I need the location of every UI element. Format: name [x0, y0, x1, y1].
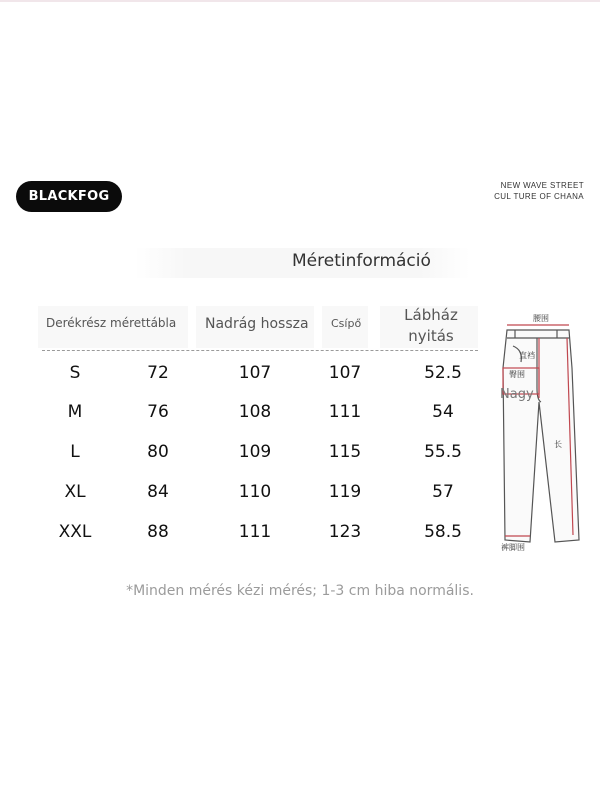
header-waist: Derékrész mérettábla: [46, 316, 177, 330]
hem-label: 裤脚围: [501, 543, 525, 552]
size-cell: XL: [64, 482, 86, 502]
hip-label: 臀围: [509, 370, 525, 379]
rise-label: 直裆: [519, 351, 535, 360]
hip-cell: 119: [328, 482, 362, 502]
table-row: [0, 439, 500, 469]
size-cell: XXL: [58, 522, 92, 542]
slogan-line-2: CUL TURE OF CHANA: [494, 192, 584, 201]
length-cell: 107: [238, 363, 272, 383]
waist-cell: 76: [147, 402, 169, 422]
header-leg-opening-line-2: nyitás: [408, 327, 454, 345]
length-cell: 111: [238, 522, 272, 542]
header-divider: [42, 350, 478, 351]
waist-cell: 84: [147, 482, 169, 502]
table-row: [0, 479, 500, 509]
waist-cell: 72: [147, 363, 169, 383]
waist-cell: 88: [147, 522, 169, 542]
table-row: [0, 360, 500, 390]
waist-cell: 80: [147, 442, 169, 462]
header-pants-length: Nadrág hossza: [205, 316, 309, 332]
brand-logo: BLACKFOG: [16, 181, 122, 212]
hip-cell: 115: [328, 442, 362, 462]
leg-opening-cell: 52.5: [424, 363, 462, 383]
length-cell: 110: [238, 482, 272, 502]
page-title: Méretinformáció: [292, 251, 431, 271]
table-row: [0, 399, 500, 429]
hip-cell: 111: [328, 402, 362, 422]
header-leg-opening-line-1: Lábház: [404, 306, 458, 324]
length-label: 长: [554, 440, 562, 449]
size-cell: S: [69, 363, 81, 383]
waist-label: 腰围: [533, 314, 549, 323]
leg-opening-cell: 55.5: [424, 442, 462, 462]
top-border: [0, 0, 600, 2]
length-cell: 109: [238, 442, 272, 462]
length-cell: 108: [238, 402, 272, 422]
brand-slogan: [494, 180, 584, 202]
hip-cell: 123: [328, 522, 362, 542]
slogan-line-1: NEW WAVE STREET: [500, 181, 584, 190]
diagram-overlay-label: Nagy: [500, 387, 534, 402]
measurement-note: *Minden mérés kézi mérés; 1-3 cm hiba normális.: [126, 583, 474, 599]
size-cell: M: [67, 402, 83, 422]
size-cell: L: [70, 442, 80, 462]
hip-cell: 107: [328, 363, 362, 383]
table-row: [0, 519, 500, 549]
header-hip: Csípő: [331, 317, 362, 330]
leg-opening-cell: 57: [432, 482, 454, 502]
pants-measurement-diagram: [497, 310, 587, 555]
header-leg-opening: [396, 305, 466, 347]
leg-opening-cell: 54: [432, 402, 454, 422]
leg-opening-cell: 58.5: [424, 522, 462, 542]
